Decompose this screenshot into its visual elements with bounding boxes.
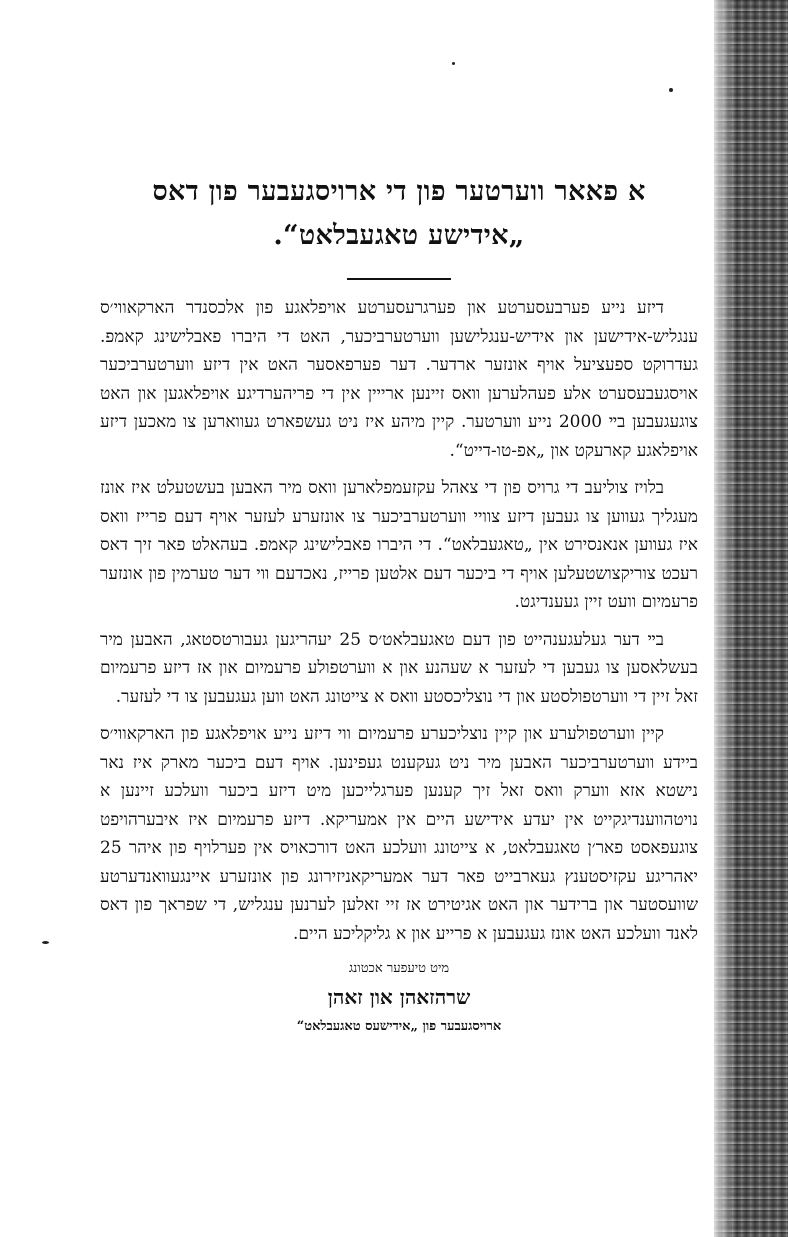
paragraph-1: דיזע נייע פערבעסערטע און פערגרעסערטע אויפלאגע פון אלכסנדר הארקאווי׳ס ענגליש-אידישען און אידיש-ענגלישען ווערטערביכער, האט די היברו פאבלישינג קאמפ. געדרוקט ספעציעל אויף אונזער ארדער. דער פערפאסער האט אין דיזע ווערטערביכער אויסגעבעסערט אלע פעהלערען וואס זיינען ארייין אין די פריהערדיגע אויפלאגען און האט צוגעגעבען בײ 2000 נייע ווערטער. קיין מיהע איז ניט געשפארט געווארען צו מאכען דיזע אויפלאגע קארעקט און „אפ-טו-דייט“. (100, 298, 698, 461)
title-divider (347, 278, 451, 280)
title-line-2: „אידישע טאגעבלאט“. (273, 220, 525, 251)
scan-speck (669, 88, 673, 92)
scan-speck (452, 62, 455, 65)
paragraph-3: בײ דער געלעגענהייט פון דעם טאגעבלאט׳ס 25 יעהריגען געבורטסטאג, האבען מיר בעשלאסען צו געבען די לעזער א שעהנע און א ווערטפולע פרעמיום און אז דיזע פרעמיום זאל זיין די ווערטפולסטע און די נוצליכסטע וואס א צייטונג האט ווען געגעבען צו די לעזער. (100, 629, 698, 707)
signature: שרהזאהן און זאהן (327, 985, 471, 1009)
document-title (100, 170, 698, 258)
signature-role: ארויסגעבער פון „אידישעס טאגעבלאט“ (296, 1019, 502, 1034)
paragraph-2: בלויז צוליעב די גרויס פון די צאהל עקזעמפלארען וואס מיר האבען בעשטעלט איז אונז מעגליך געווען צו געבען דיזע צוויי ווערטערביכער צו אונזערע לעזער אויף דעם פרייז וואס איז געווען אנאנסירט אין „טאגעבלאט“. די היברו פאבלישינג קאמפ. בעהאלט פאר זיך דאס רעכט צוריקצושטעלען אויף די ביכער דעם אלטען פרייז, נאכדעם ווי דער טערמין פון אונזער פרעמיום וועט זיין געענדיגט. (100, 478, 698, 612)
closing-block (100, 958, 698, 1040)
scan-speck (42, 941, 49, 944)
closing-regards: מיט טיעפער אכטונג (348, 961, 450, 976)
title-line-1: א פאאר ווערטער פון די ארויסגעבער פון דאס (152, 176, 646, 207)
paragraph-4: קיין ווערטפולערע און קיין נוצליכערע פרעמיום ווי דיזע נייע אויפלאגע פון הארקאווי׳ס ביידע ווערטערביכער האבען מיר ניט געקענט געפינען. אויף דעם ביכער מארק איז נאר נישטא אזא ווערק וואס זאל זיך קענען פערגלייכען מיט דיזע ביכער וועלכע זיינען א נויטהווענדיגקייט אין יעדע אידישע היים אין אמעריקא. דיזע פרעמיום איז איבערהויפט צוגעפאסט פאר׳ן טאגעבלאט, א צייטונג וועלכע האט דורכאויס אין פערלויף פון איהר 25 יאהריגע עקזיסטענץ געארבייט פאר דער אמעריקאניזירונג פון אונזערע איינגעוואנדערטע שוועסטער און ברידער און האט אגיטירט אז זיי זאלען לערנען ענגליש, די שפראך פון דאס לאנד וועלכע האט אונז געגעבען א פרייע און א גליקליכע היים. (100, 724, 698, 944)
document-body (100, 170, 698, 1040)
scanned-page-edge (714, 0, 788, 1237)
